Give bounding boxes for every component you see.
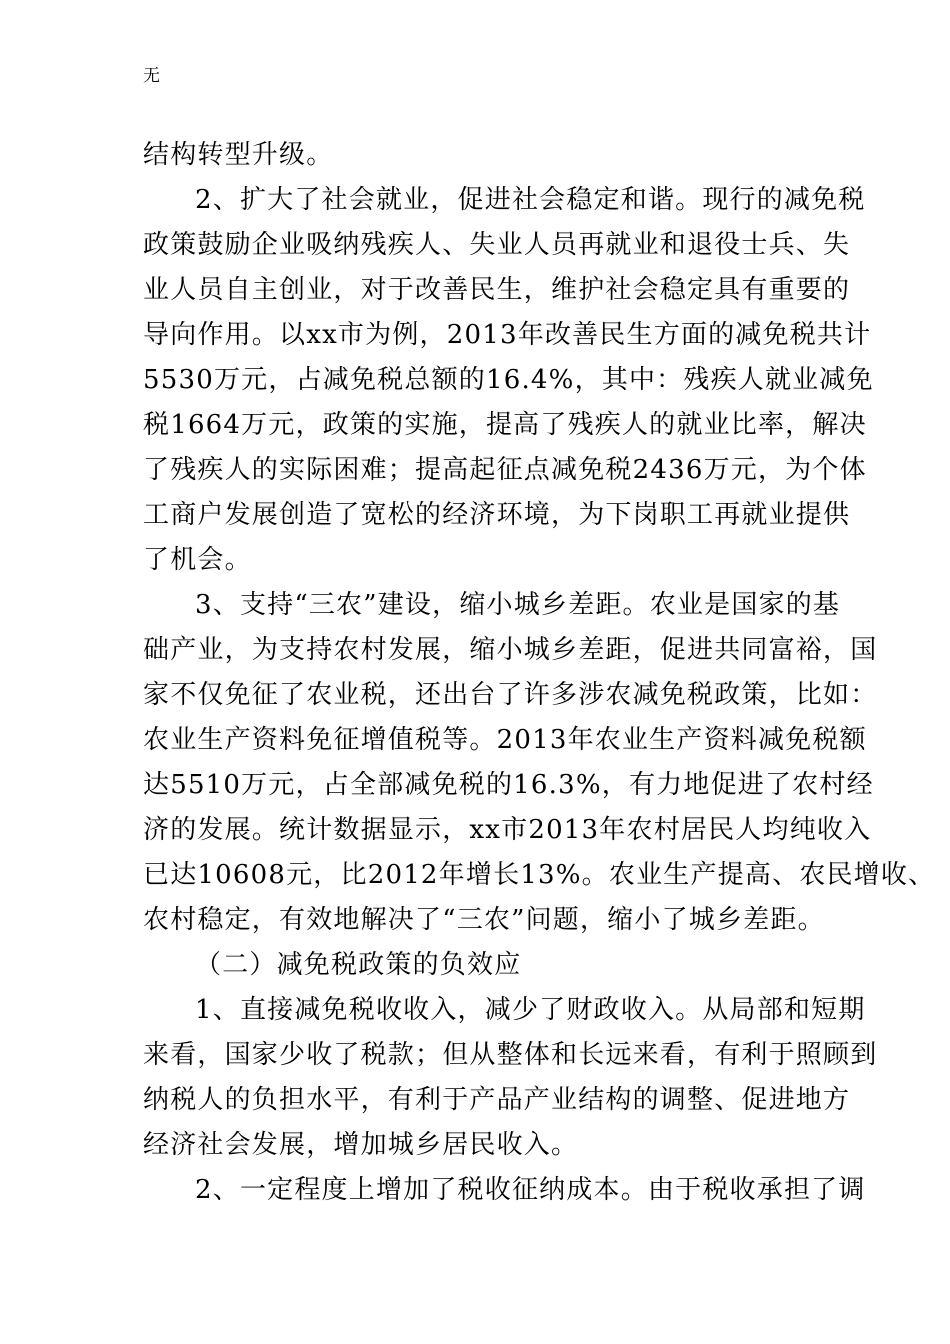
text-line: 1、直接减免税收收入，减少了财政收入。从局部和短期	[195, 995, 866, 1025]
text-line: 工商户发展创造了宽松的经济环境，为下岗职工再就业提供	[143, 500, 851, 530]
text-line: 结构转型升级。	[143, 140, 334, 170]
text-line: 2、扩大了社会就业，促进社会稳定和谐。现行的减免税	[195, 185, 866, 215]
document-body	[143, 133, 936, 1213]
text-line: 已达10608元，比2012年增长13%。农业生产提高、农民增收、	[143, 860, 936, 890]
text-line: 导向作用。以xx市为例，2013年改善民生方面的减免税共计	[143, 320, 872, 350]
text-line: 农业生产资料免征增值税等。2013年农业生产资料减免税额	[143, 725, 867, 755]
text-line: 税1664万元，政策的实施，提高了残疾人的就业比率，解决	[143, 410, 867, 440]
text-line: 达5510万元，占全部减免税的16.3%，有力地促进了农村经	[143, 770, 874, 800]
text-line: 3、支持“三农”建设，缩小城乡差距。农业是国家的基	[195, 590, 841, 620]
text-line: 济的发展。统计数据显示，xx市2013年农村居民人均纯收入	[143, 815, 872, 845]
text-line: 家不仅免征了农业税，还出台了许多涉农减免税政策，比如：	[143, 680, 878, 710]
text-line: 业人员自主创业，对于改善民生，维护社会稳定具有重要的	[143, 275, 851, 305]
text-line: 2、一定程度上增加了税收征纳成本。由于税收承担了调	[195, 1175, 866, 1205]
text-line: 础产业，为支持农村发展，缩小城乡差距，促进共同富裕，国	[143, 635, 878, 665]
text-line: 了残疾人的实际困难；提高起征点减免税2436万元，为个体	[143, 455, 867, 485]
text-line: 5530万元，占减免税总额的16.4%，其中：残疾人就业减免	[143, 365, 874, 395]
text-line: 经济社会发展，增加城乡居民收入。	[143, 1130, 579, 1160]
page-header: 无	[143, 66, 160, 86]
text-line: 来看，国家少收了税款；但从整体和长远来看，有利于照顾到	[143, 1040, 878, 1070]
section-heading: （二）减免税政策的负效应	[195, 950, 522, 980]
text-line: 政策鼓励企业吸纳残疾人、失业人员再就业和退役士兵、失	[143, 230, 851, 260]
text-line: 纳税人的负担水平，有利于产品产业结构的调整、促进地方	[143, 1085, 851, 1115]
text-line: 农村稳定，有效地解决了“三农”问题，缩小了城乡差距。	[143, 905, 825, 935]
text-line: 了机会。	[143, 545, 252, 575]
